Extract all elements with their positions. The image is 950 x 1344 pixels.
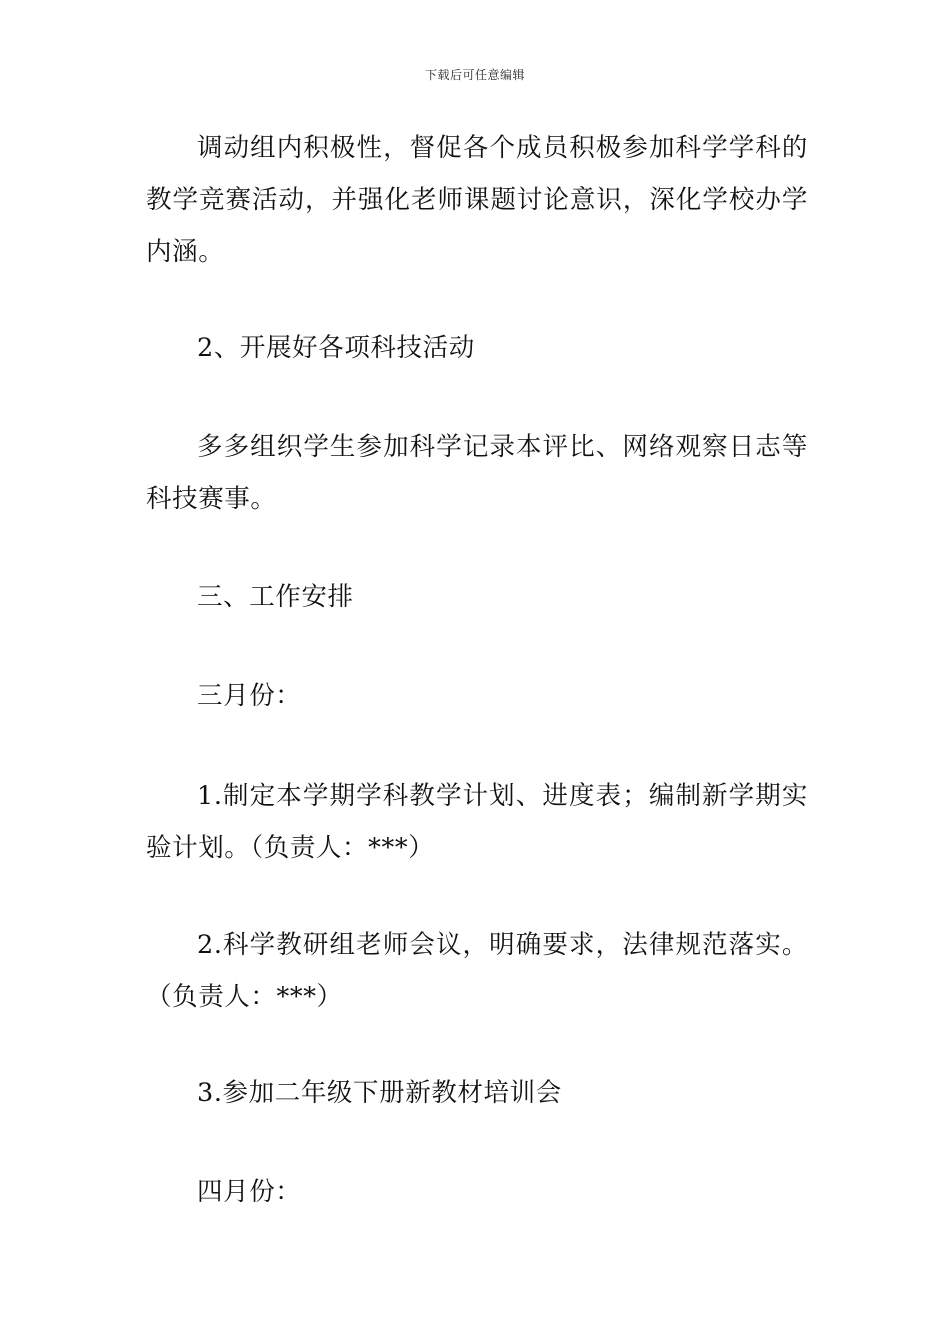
list-item-3: 3.参加二年级下册新教材培训会 — [197, 1078, 562, 1108]
page-header-note: 下载后可任意编辑 — [424, 68, 525, 82]
heading-march: 三月份： — [197, 681, 302, 711]
heading-tech-activities: 2、开展好各项科技活动 — [197, 333, 475, 363]
heading-work-arrangement: 三、工作安排 — [197, 582, 354, 612]
list-item-1: 1.制定本学期学科教学计划、进度表；编制新学期实验计划。（负责人：***） — [146, 781, 808, 863]
list-item-2: 2.科学教研组老师会议，明确要求，法律规范落实。（负责人：***） — [146, 930, 808, 1012]
paragraph-teaching-competition: 调动组内积极性，督促各个成员积极参加科学学科的教学竞赛活动，并强化老师课题讨论意识，深化学校办学内涵。 — [146, 133, 808, 267]
paragraph-student-events: 多多组织学生参加科学记录本评比、网络观察日志等科技赛事。 — [146, 432, 808, 514]
heading-april: 四月份： — [197, 1177, 302, 1207]
